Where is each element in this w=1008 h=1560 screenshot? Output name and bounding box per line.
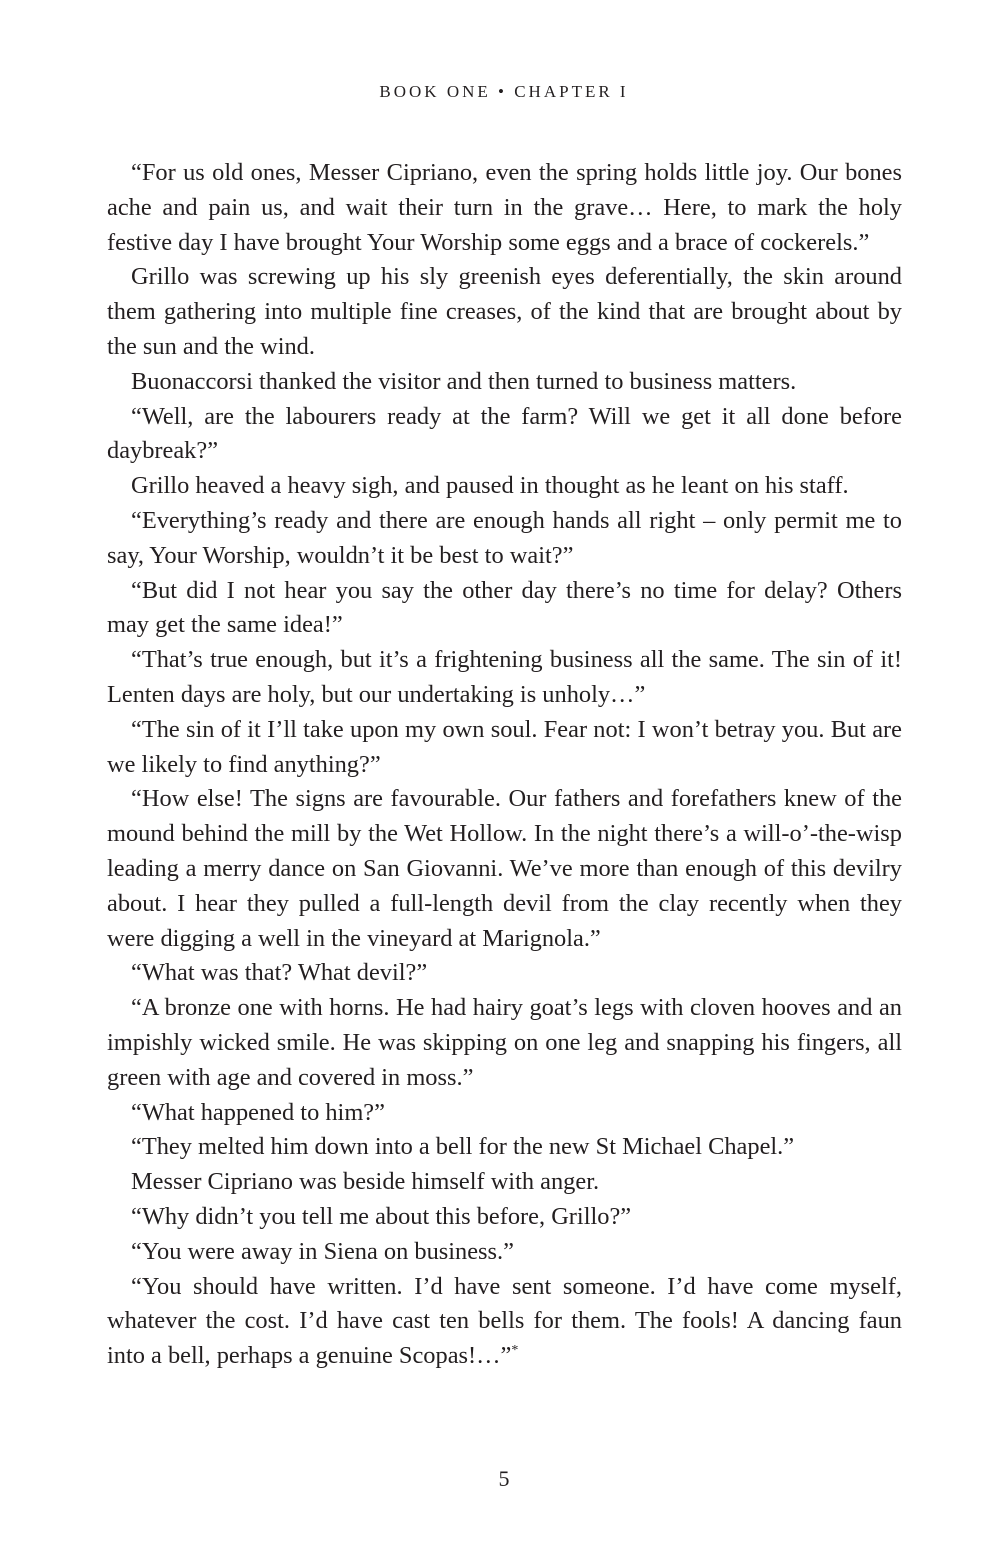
paragraph: “How else! The signs are favourable. Our fathers and forefathers knew of the mound behind the mill by the Wet Hollow. In the night there’s a will-o’-the-wisp leading a merry dance on San Giovanni. We’ve more than enough of this devilry about. I hear they pulled a full-length devil from the clay recently when they were digging a well in the vineyard at Marignola.” xyxy=(107,785,902,952)
paragraph: “What was that? What devil?” xyxy=(131,959,428,987)
paragraph: “Everything’s ready and there are enough hands all right – only permit me to say, Your Worship, wouldn’t it be best to wait?” xyxy=(107,506,902,569)
paragraph: “They melted him down into a bell for the new St Michael Chapel.” xyxy=(131,1133,795,1161)
paragraph: “For us old ones, Messer Cipriano, even the spring holds little joy. Our bones ache and pain us, and wait their turn in the grave… Here, to mark the holy festive day I have brought Your Worship some eggs and a brace of cockerels.” xyxy=(107,159,902,256)
page-number: 5 xyxy=(498,1466,510,1491)
paragraph: “The sin of it I’ll take upon my own soul. Fear not: I won’t betray you. But are we likely to find anything?” xyxy=(107,715,902,778)
paragraph: Grillo was screwing up his sly greenish eyes deferentially, the skin around them gathering into multiple fine creases, of the kind that are brought about by the sun and the wind. xyxy=(107,263,902,360)
body-text xyxy=(107,156,902,1374)
paragraph-text: “You should have written. I’d have sent someone. I’d have come myself, whatever the cost. I’d have cast ten bells for them. The fools! A dancing faun into a bell, perhaps a genuine Scopas!…” xyxy=(107,1272,902,1370)
paragraph-last xyxy=(107,1270,902,1374)
paragraph: “What happened to him?” xyxy=(131,1098,385,1126)
paragraph: “You were away in Siena on business.” xyxy=(131,1237,514,1265)
paragraph: “That’s true enough, but it’s a frightening business all the same. The sin of it! Lenten days are holy, but our undertaking is unholy…” xyxy=(107,646,902,708)
paragraph: Grillo heaved a heavy sigh, and paused in thought as he leant on his staff. xyxy=(131,472,849,500)
paragraph: “Why didn’t you tell me about this before, Grillo?” xyxy=(131,1202,632,1230)
running-head: BOOK ONE • CHAPTER I xyxy=(379,82,629,101)
paragraph: “But did I not hear you say the other day there’s no time for delay? Others may get the same idea!” xyxy=(107,576,902,639)
paragraph: “Well, are the labourers ready at the farm? Will we get it all done before daybreak?” xyxy=(107,402,902,465)
paragraph: “A bronze one with horns. He had hairy goat’s legs with cloven hooves and an impishly wicked smile. He was skipping on one leg and snapping his fingers, all green with age and covered in moss.” xyxy=(107,994,902,1091)
footnote-marker[interactable]: * xyxy=(511,1342,519,1358)
paragraph: Messer Cipriano was beside himself with anger. xyxy=(131,1168,600,1196)
paragraph: Buonaccorsi thanked the visitor and then turned to business matters. xyxy=(131,367,797,395)
